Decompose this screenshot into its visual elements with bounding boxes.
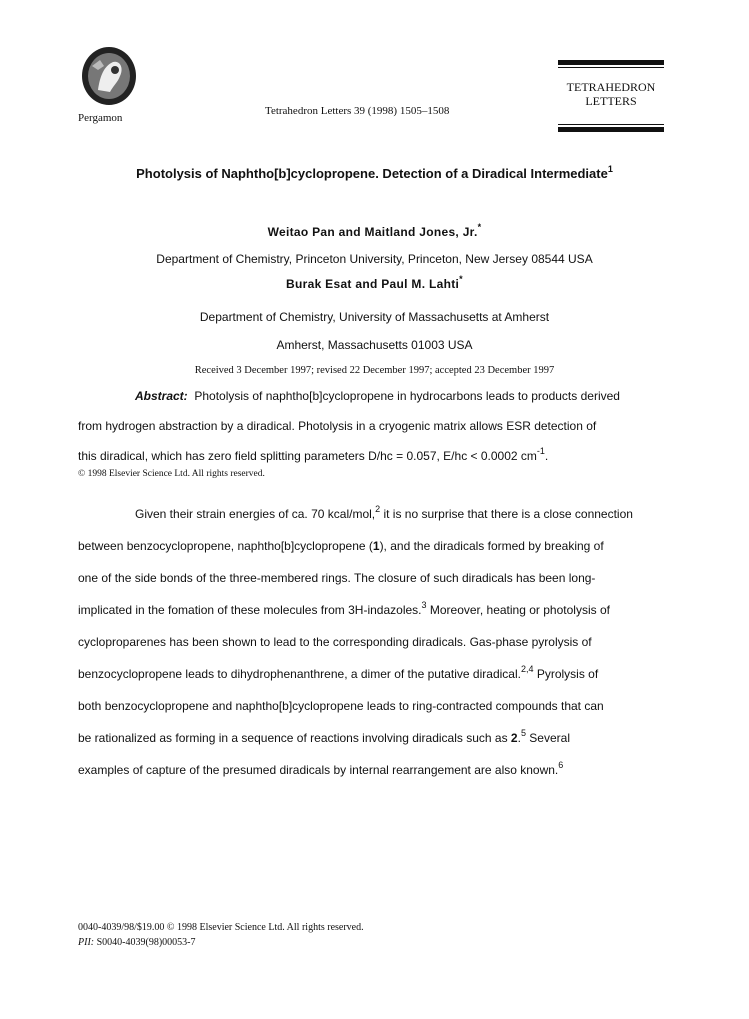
affiliation-2-line-2: Amherst, Massachusetts 01003 USA: [276, 338, 473, 352]
title-footnote-mark: 1: [607, 164, 613, 174]
abstract-line-3-text: this diradical, which has zero field splitting parameters D/hc = 0.057, E/hc < 0.0002 cm: [78, 449, 537, 463]
journal-rule-thick-top: [558, 60, 664, 65]
ref-mark: 3: [421, 600, 427, 610]
journal-name-line2: LETTERS: [585, 94, 637, 108]
ref-mark: 2,4: [520, 664, 534, 674]
body-line-4: [78, 600, 610, 617]
elsevier-tree-logo: [80, 46, 138, 110]
received-dates: Received 3 December 1997; revised 22 December 1997; accepted 23 December 1997: [194, 365, 555, 376]
abstract-copyright: © 1998 Elsevier Science Ltd. All rights reserved.: [78, 469, 265, 479]
body-line-1b: it is no surprise that there is a close connection: [380, 507, 633, 521]
abstract-unit-exponent: -1: [536, 446, 545, 456]
body-line-8a: be rationalized as forming in a sequence of reactions involving diradicals such as: [78, 731, 511, 745]
ref-mark: 5: [520, 728, 526, 738]
body-line-8: be rationalized as forming in a sequence of reactions involving diradicals such as 2.$^5$ Several: [78, 728, 570, 745]
body-line-5: cycloproparenes has been shown to lead to the corresponding diradicals. Gas-phase pyrolysis of: [78, 635, 592, 649]
publisher-name: Pergamon: [78, 112, 123, 124]
journal-name: [558, 80, 664, 108]
body-line-2b: ), and the diradicals formed by breaking of: [379, 539, 604, 553]
authors-1-names: Weitao Pan and Maitland Jones, Jr.: [267, 225, 478, 239]
body-line-6: [78, 664, 599, 681]
paper-title-text: Photolysis of Naphtho[b]cyclopropene. Detection of a Diradical Intermediate: [136, 166, 608, 181]
ref-mark: 2: [375, 504, 381, 514]
body-line-1a: Given their strain energies of ca. 70 kcal/mol,: [135, 507, 376, 521]
body-line-3: one of the side bonds of the three-membered rings. The closure of such diradicals has been long-: [78, 571, 596, 585]
journal-rule-thick-bottom: [558, 127, 664, 132]
body-line-9a: examples of capture of the presumed diradicals by internal rearrangement are also known.: [78, 763, 559, 777]
body-line-2a: between benzocyclopropene, naphtho[b]cyclopropene (: [78, 539, 373, 553]
affiliation-2-line-1: Department of Chemistry, University of Massachusetts at Amherst: [199, 310, 550, 324]
authors-group-2: [0, 274, 749, 291]
body-line-8b: Several: [525, 731, 570, 745]
corresponding-mark-1: *: [477, 222, 482, 232]
affiliation-1: Department of Chemistry, Princeton University, Princeton, New Jersey 08544 USA: [156, 252, 593, 266]
abstract-line-3: [78, 446, 549, 463]
journal-rule-thin-bottom: [558, 124, 664, 125]
ref-mark: 6: [558, 760, 564, 770]
body-line-6b: Pyrolysis of: [533, 667, 599, 681]
abstract-line-2: from hydrogen abstraction by a diradical. Photolysis in a cryogenic matrix allows ESR detection of: [78, 419, 597, 433]
journal-rule-thin-top: [558, 67, 664, 68]
authors-group-1: [0, 222, 749, 239]
pii-label: PII:: [78, 937, 95, 948]
journal-name-line1: TETRAHEDRON: [566, 80, 656, 94]
body-line-7: both benzocyclopropene and naphtho[b]cyclopropene leads to ring-contracted compounds that can: [78, 699, 604, 713]
body-line-1: [135, 504, 633, 521]
abstract-label: Abstract:: [135, 389, 188, 403]
body-line-4b: Moreover, heating or photolysis of: [426, 603, 610, 617]
compound-number: 2: [510, 731, 518, 745]
footer-pii: [78, 937, 196, 948]
abstract-line-3-end: .: [544, 449, 549, 463]
pii-value: S0040-4039(98)00053-7: [94, 937, 196, 948]
compound-number: 1: [372, 539, 380, 553]
abstract-line-1: Photolysis of naphtho[b]cyclopropene in hydrocarbons leads to products derived: [194, 389, 620, 403]
body-line-6a: benzocyclopropene leads to dihydrophenanthrene, a dimer of the putative diradical.: [78, 667, 521, 681]
corresponding-mark-2: *: [459, 274, 463, 284]
authors-2-names: Burak Esat and Paul M. Lahti: [286, 277, 460, 291]
body-line-9: [78, 760, 564, 777]
body-line-4a: implicated in the fomation of these molecules from 3H-indazoles.: [78, 603, 422, 617]
journal-reference: Tetrahedron Letters 39 (1998) 1505–1508: [265, 105, 450, 117]
body-line-2: [78, 539, 604, 553]
footer-copyright: 0040-4039/98/$19.00 © 1998 Elsevier Science Ltd. All rights reserved.: [78, 922, 364, 933]
paper-title: [0, 166, 749, 181]
